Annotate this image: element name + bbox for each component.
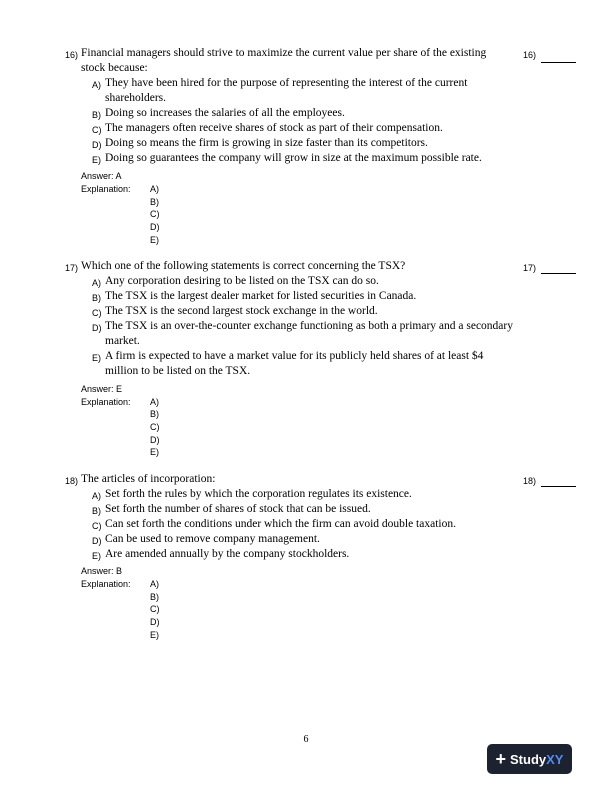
option-text: Doing so guarantees the company will grow in size at the maximum possible rate. — [105, 152, 482, 164]
option-text: The TSX is an over-the-counter exchange functioning as both a primary and a secondary market. — [105, 320, 513, 347]
option-letter: A) — [92, 278, 101, 288]
answer-key: Answer: A — [81, 171, 122, 181]
explanation-letter: D) — [150, 435, 160, 445]
option-text: Set forth the number of shares of stock that can be issued. — [105, 503, 371, 515]
option-letter: B) — [92, 293, 101, 303]
explanation-letter: A) — [150, 397, 159, 407]
option-text: The managers often receive shares of stock as part of their compensation. — [105, 122, 443, 134]
answer-blank-line[interactable] — [541, 273, 576, 274]
explanation-letter: C) — [150, 422, 160, 432]
studyxy-logo-badge[interactable] — [487, 744, 572, 774]
answer-key: Answer: E — [81, 384, 123, 394]
option-text: Can set forth the conditions under which the firm can avoid double taxation. — [105, 518, 456, 530]
explanation-label: Explanation: — [81, 579, 131, 589]
option-letter: C) — [92, 125, 102, 135]
question-number: 17) — [65, 263, 79, 273]
explanation-letter: A) — [150, 579, 159, 589]
option-letter: E) — [92, 353, 101, 363]
answer-blank-number: 17) — [523, 263, 537, 273]
answer-blank-line[interactable] — [541, 486, 576, 487]
explanation-letter: C) — [150, 604, 160, 614]
explanation-letter: D) — [150, 617, 160, 627]
option-letter: E) — [92, 155, 101, 165]
option-text: A firm is expected to have a market value for its publicly held shares of at least $4 million to be listed on the TSX. — [105, 350, 484, 377]
answer-blank-line[interactable] — [541, 62, 576, 63]
answer-key: Answer: B — [81, 566, 123, 576]
explanation-letter: B) — [150, 409, 159, 419]
plus-icon: + — [495, 749, 507, 769]
page-number: 6 — [303, 734, 309, 745]
option-text: The TSX is the second largest stock exchange in the world. — [105, 305, 378, 317]
explanation-label: Explanation: — [81, 397, 131, 407]
answer-blank-number: 18) — [523, 476, 537, 486]
option-text: Doing so increases the salaries of all the employees. — [105, 107, 345, 119]
option-letter: B) — [92, 110, 101, 120]
option-letter: D) — [92, 323, 102, 333]
explanation-letter: E) — [150, 447, 159, 457]
explanation-letter: E) — [150, 630, 159, 640]
question-stem: Financial managers should strive to maximize the current value per share of the existing stock because: — [81, 47, 487, 74]
question-number: 16) — [65, 50, 79, 60]
explanation-letter: A) — [150, 184, 159, 194]
option-letter: E) — [92, 551, 101, 561]
option-letter: D) — [92, 140, 102, 150]
option-letter: C) — [92, 308, 102, 318]
option-text: They have been hired for the purpose of representing the interest of the current shareholders. — [105, 77, 468, 104]
question-stem: The articles of incorporation: — [81, 473, 216, 485]
option-letter: D) — [92, 536, 102, 546]
option-text: Are amended annually by the company stockholders. — [105, 548, 350, 560]
option-letter: A) — [92, 80, 101, 90]
option-text: Any corporation desiring to be listed on the TSX can do so. — [105, 275, 379, 287]
option-letter: C) — [92, 521, 102, 531]
explanation-letter: B) — [150, 592, 159, 602]
option-letter: B) — [92, 506, 101, 516]
explanation-letter: B) — [150, 197, 159, 207]
option-text: Doing so means the firm is growing in size faster than its competitors. — [105, 137, 428, 149]
explanation-label: Explanation: — [81, 184, 131, 194]
option-text: Set forth the rules by which the corporation regulates its existence. — [105, 488, 412, 500]
brand-name-part1: Study — [510, 751, 547, 767]
explanation-letter: C) — [150, 209, 160, 219]
explanation-letter: E) — [150, 235, 159, 245]
question-number: 18) — [65, 476, 79, 486]
option-text: The TSX is the largest dealer market for listed securities in Canada. — [105, 290, 417, 302]
option-letter: A) — [92, 491, 101, 501]
explanation-letter: D) — [150, 222, 160, 232]
option-text: Can be used to remove company management. — [105, 533, 320, 545]
answer-blank-number: 16) — [523, 50, 537, 60]
question-stem: Which one of the following statements is correct concerning the TSX? — [81, 260, 406, 272]
brand-name-part2: XY — [546, 751, 564, 767]
